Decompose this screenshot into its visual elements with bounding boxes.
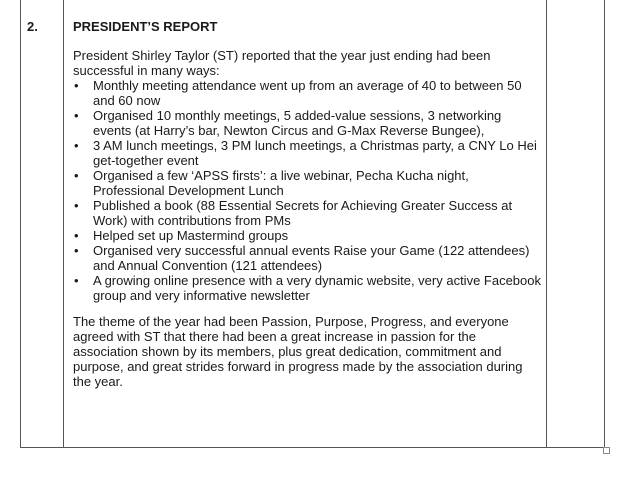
- table-border-content-column: [546, 0, 547, 448]
- bullet-icon: •: [74, 138, 79, 153]
- bullet-icon: •: [74, 198, 79, 213]
- list-item: [73, 138, 543, 168]
- list-item-text: Helped set up Mastermind groups: [93, 228, 289, 243]
- list-item-text: Organised a few ‘APSS firsts’: a live webinar, Pecha Kucha night, Professional Development Lunch: [93, 168, 469, 198]
- table-border-left: [20, 0, 21, 448]
- list-item: [73, 78, 543, 108]
- section-number: 2.: [27, 19, 38, 34]
- bullet-icon: •: [74, 78, 79, 93]
- list-item-text: Monthly meeting attendance went up from an average of 40 to between 50 and 60 now: [93, 78, 522, 108]
- list-item-text: Organised 10 monthly meetings, 5 added-value sessions, 3 networking events (at Harry’s bar, Newton Circus and G-Max Reverse Bungee),: [93, 108, 502, 138]
- section-content: [73, 19, 543, 389]
- bullet-icon: •: [74, 168, 79, 183]
- list-item: [73, 168, 543, 198]
- table-border-right: [604, 0, 605, 448]
- list-item: [73, 198, 543, 228]
- list-item: [73, 243, 543, 273]
- list-item: [73, 108, 543, 138]
- list-item: [73, 228, 543, 243]
- list-item-text: 3 AM lunch meetings, 3 PM lunch meetings, a Christmas party, a CNY Lo Hei get-together event: [93, 138, 537, 168]
- closing-paragraph: The theme of the year had been Passion, Purpose, Progress, and everyone agreed with ST that there had been a great increase in passion for the association shown by its members, plus great dedication, commitment and purpose, and great strides forward in progress made by the association during the year.: [73, 314, 523, 389]
- section-title: PRESIDENT’S REPORT: [73, 19, 218, 34]
- bullet-icon: •: [74, 273, 79, 288]
- intro-paragraph: President Shirley Taylor (ST) reported that the year just ending had been successful in many ways:: [73, 48, 491, 78]
- table-border-bottom: [20, 447, 605, 448]
- bullet-icon: •: [74, 228, 79, 243]
- table-resize-handle[interactable]: [603, 447, 610, 454]
- bullet-icon: •: [74, 243, 79, 258]
- report-bullet-list: [73, 78, 543, 303]
- list-item-text: A growing online presence with a very dynamic website, very active Facebook group and very informative newsletter: [93, 273, 541, 303]
- list-item: [73, 273, 543, 303]
- list-item-text: Organised very successful annual events Raise your Game (122 attendees) and Annual Convention (121 attendees): [93, 243, 530, 273]
- bullet-icon: •: [74, 108, 79, 123]
- table-border-number-column: [63, 0, 64, 448]
- list-item-text: Published a book (88 Essential Secrets for Achieving Greater Success at Work) with contributions from PMs: [93, 198, 513, 228]
